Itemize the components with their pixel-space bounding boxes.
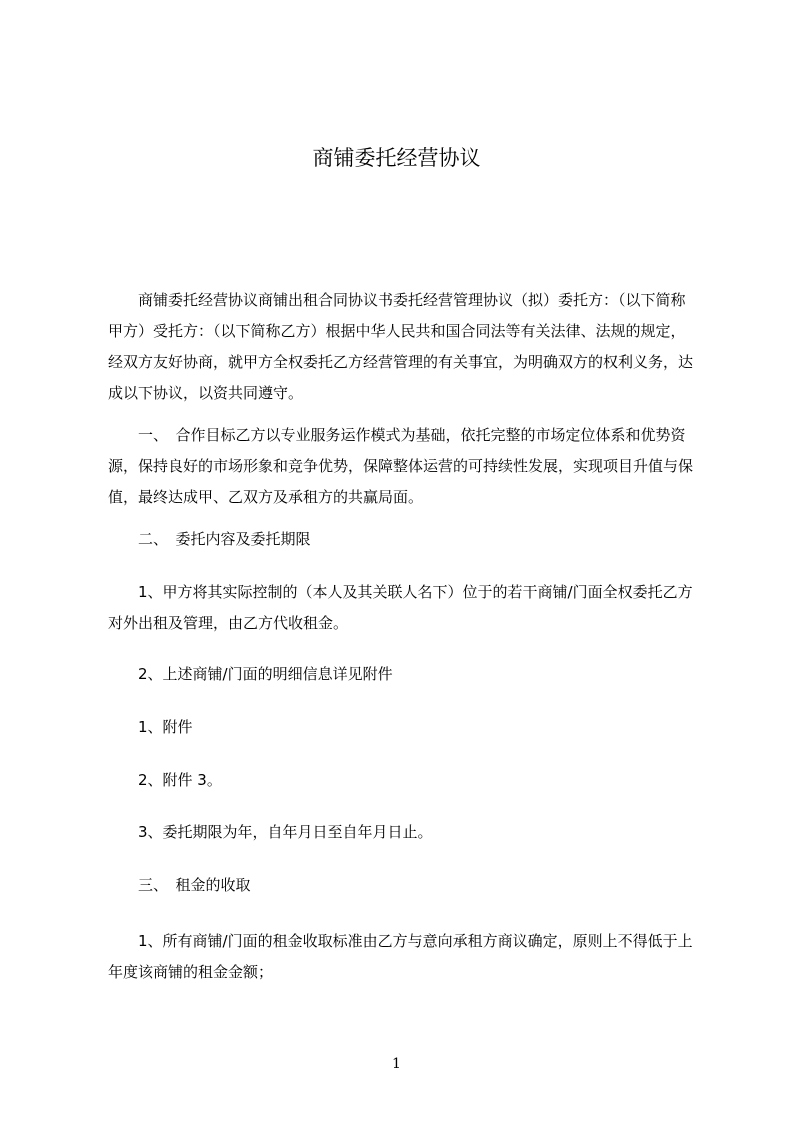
page-number: 1 [392,1056,401,1072]
attachment-2: 2、附件 3。 [138,771,222,789]
section-3-heading: 三、 租金的收取 [138,876,251,894]
section-2-item-2: 2、上述商铺/门面的明细信息详见附件 [138,665,393,683]
section-3-item-1: 1、所有商铺/门面的租金收取标准由乙方与意向承租方商议确定，原则上不得低于上年度该商铺的租金金额； [108,932,693,981]
attachment-1: 1、附件 [138,718,193,736]
section-1-paragraph: 一、 合作目标乙方以专业服务运作模式为基础，依托完整的市场定位体系和优势资源，保持良好的市场形象和竞争优势，保障整体运营的可持续性发展，实现项目升值与保值，最终达成甲、乙双方及承租方的共赢局面。 [108,426,694,506]
section-2-heading: 二、 委托内容及委托期限 [138,530,311,548]
section-2-item-1: 1、甲方将其实际控制的（本人及其关联人名下）位于的若干商铺/门面全权委托乙方对外出租及管理，由乙方代收租金。 [108,583,693,632]
section-2-item-3: 3、委托期限为年，自年月日至自年月日止。 [138,823,433,841]
document-title: 商铺委托经营协议 [312,146,481,170]
intro-paragraph: 商铺委托经营协议商铺出租合同协议书委托经营管理协议（拟）委托方：（以下简称甲方）受托方：（以下简称乙方）根据中华人民共和国合同法等有关法律、法规的规定，经双方友好协商，就甲方全权委托乙方经营管理的有关事宜，为明确双方的权利义务，达成以下协议，以资共同遵守。 [108,291,694,402]
